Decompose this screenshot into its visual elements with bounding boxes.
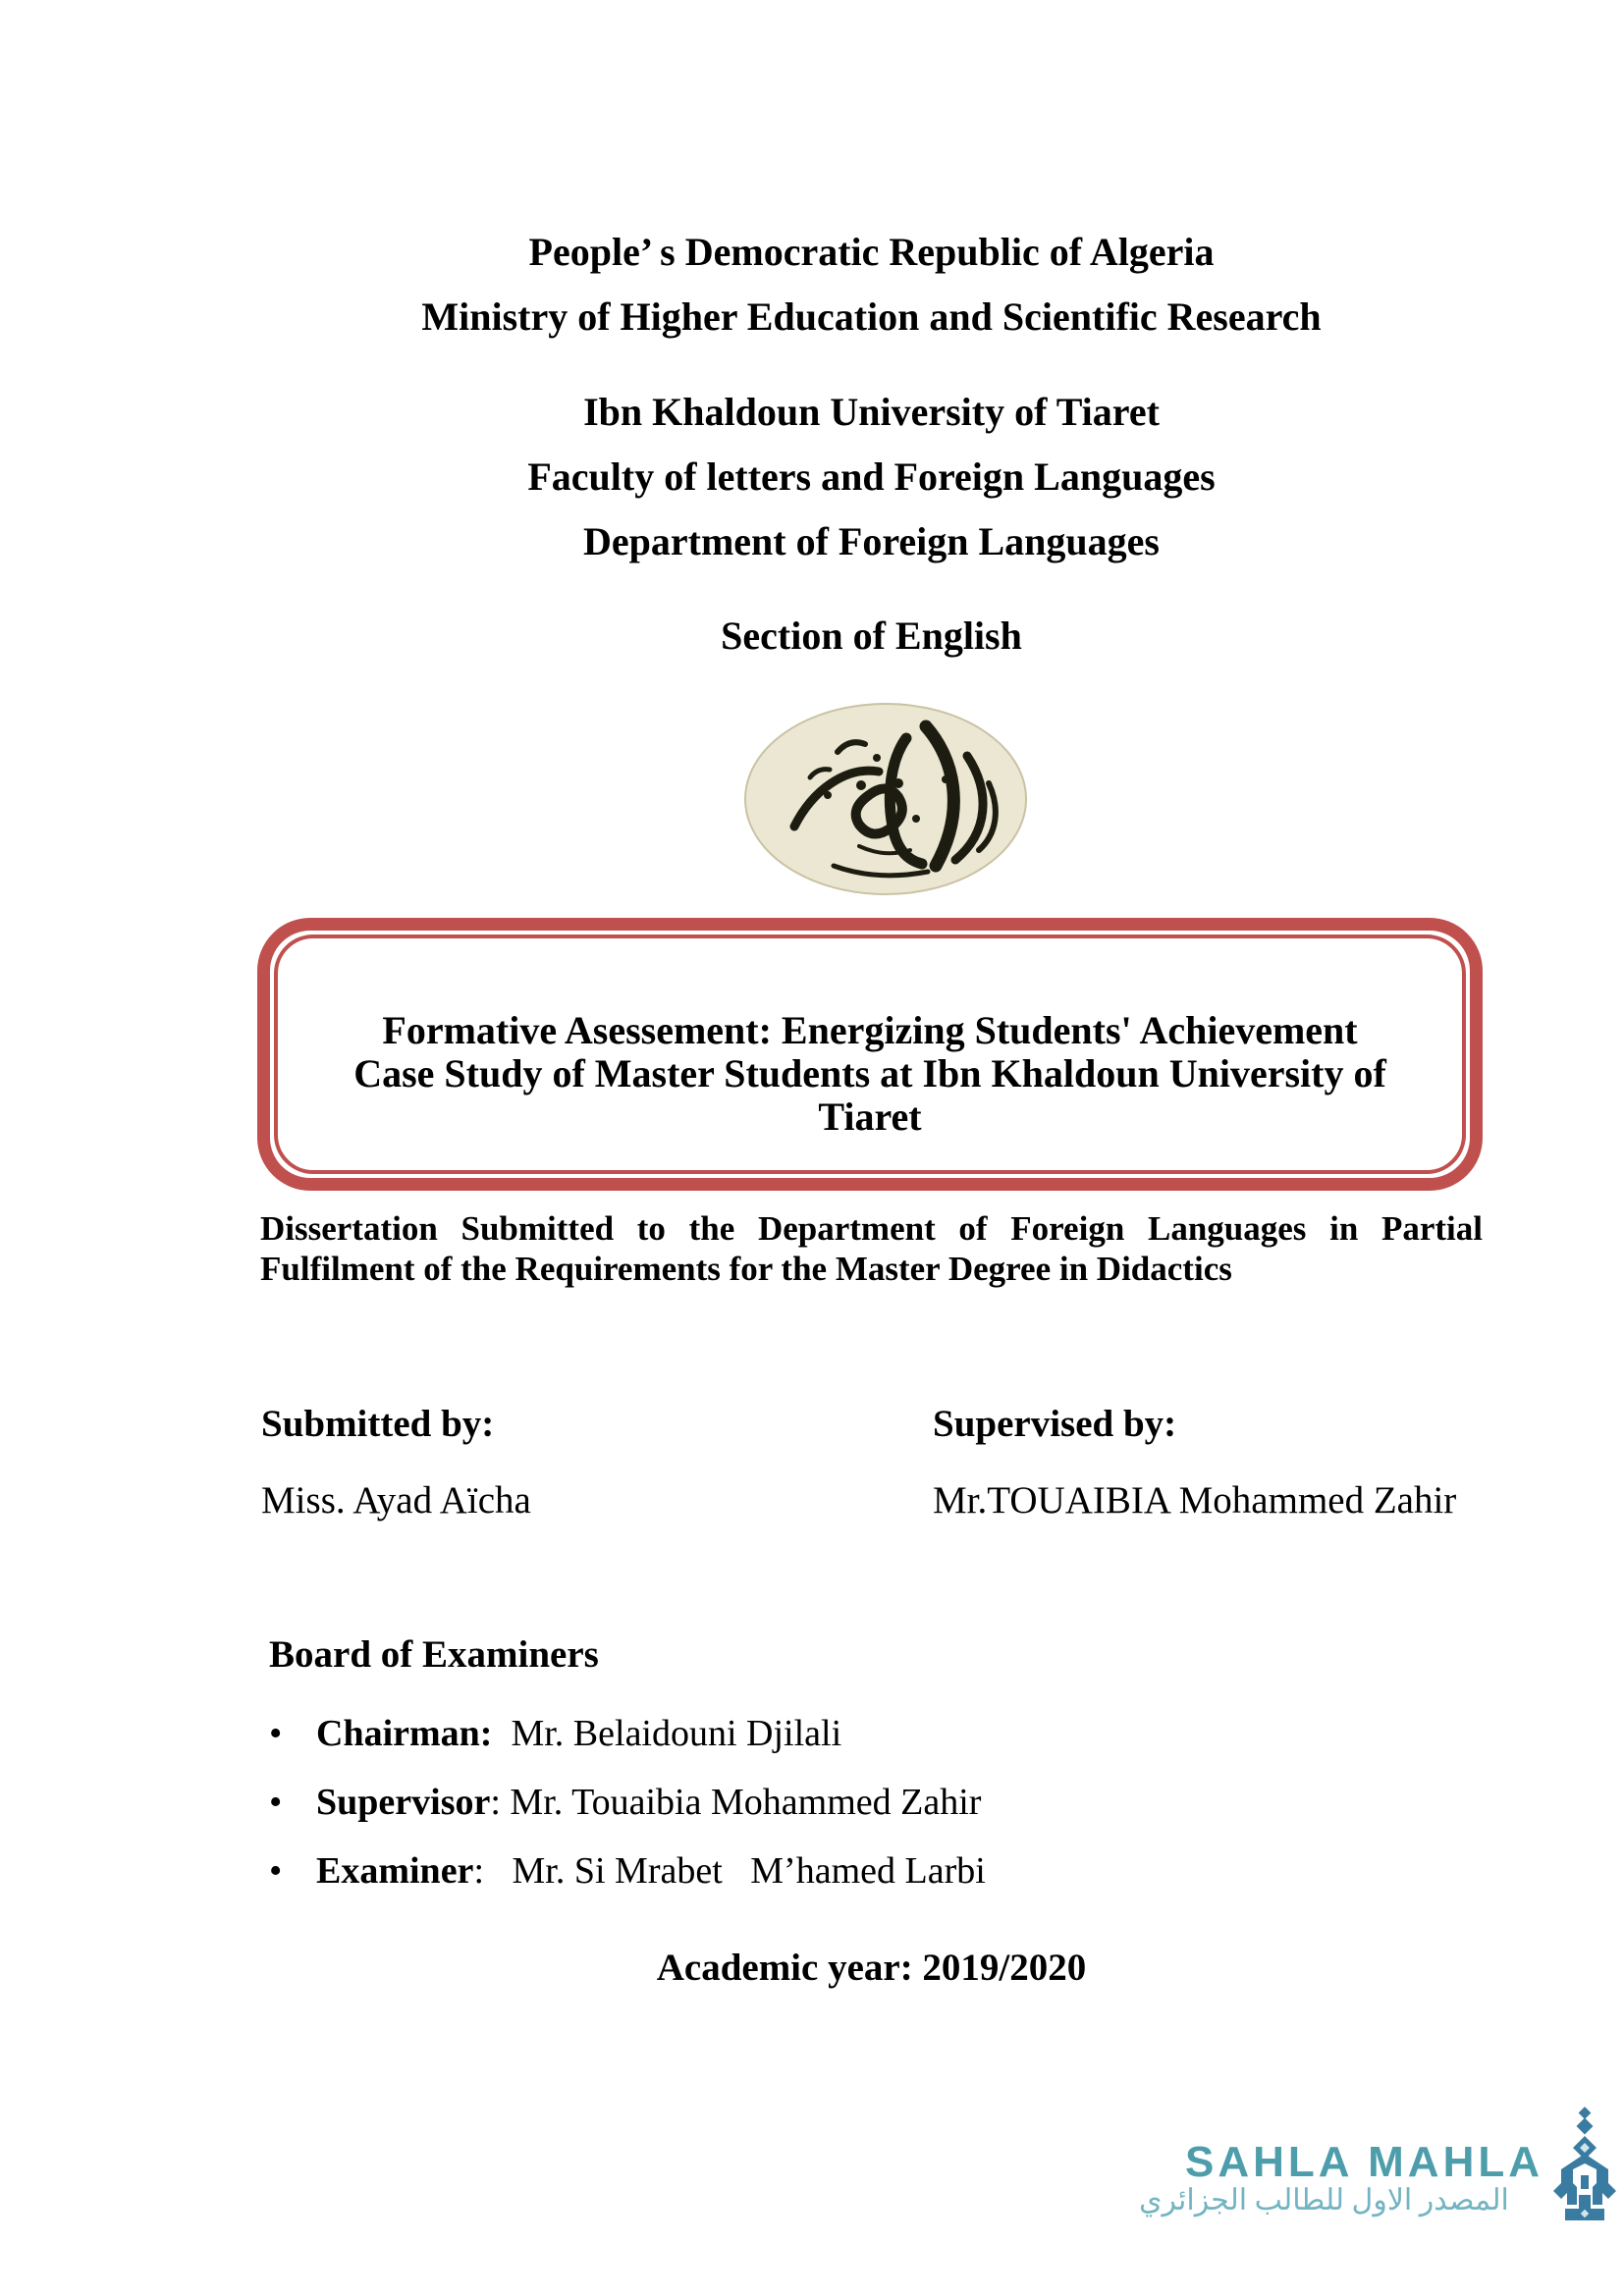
submitted-by-name: Miss. Ayad Aïcha <box>261 1479 531 1522</box>
board-member-name: : Mr. Si Mrabet M’hamed Larbi <box>473 1850 986 1892</box>
supervised-by-name: Mr.TOUAIBIA Mohammed Zahir <box>933 1479 1457 1522</box>
board-member-chairman <box>269 1713 1349 1754</box>
board-member-role: Examiner <box>316 1850 474 1892</box>
board-member-examiner <box>269 1850 1349 1892</box>
board-member-name: Mr. Belaidouni Djilali <box>492 1713 842 1754</box>
academic-year: Academic year: 2019/2020 <box>656 1947 1087 1989</box>
title-frame <box>257 918 1483 1191</box>
university-line: Ibn Khaldoun University of Tiaret <box>583 390 1160 434</box>
header-university-block <box>201 380 1542 574</box>
title-frame-inner <box>274 934 1466 1174</box>
section-line: Section of English <box>721 614 1022 658</box>
department-line: Department of Foreign Languages <box>583 519 1160 563</box>
bullet-icon: • <box>269 1713 283 1754</box>
sahla-mahla-wordmark: SAHLA MAHLA <box>1185 2138 1543 2186</box>
header-republic-ministry <box>201 220 1542 349</box>
thesis-title-line1: Formative Asessement: Energizing Students' Achievement <box>382 1008 1358 1052</box>
bullet-icon: • <box>269 1850 283 1892</box>
sahla-mahla-logo-icon <box>1547 2107 1622 2228</box>
submitted-by-label: Submitted by: <box>261 1403 495 1445</box>
supervised-by-label: Supervised by: <box>933 1403 1177 1445</box>
supervised-by-block <box>933 1402 1456 1523</box>
board-member-role: Chairman: <box>316 1713 493 1754</box>
ministry-line: Ministry of Higher Education and Scientific Research <box>421 294 1322 339</box>
country-line: People’ s Democratic Republic of Algeria <box>528 230 1215 274</box>
board-member-supervisor <box>269 1782 1349 1823</box>
sahla-mahla-arabic-tagline: المصدر الاول للطالب الجزائري <box>1139 2184 1509 2216</box>
university-seal-icon <box>743 701 1028 897</box>
dissertation-note <box>260 1208 1483 1289</box>
dissertation-note-line1: Dissertation Submitted to the Department of Foreign Languages in Partial <box>260 1209 1483 1248</box>
bullet-icon: • <box>269 1782 283 1823</box>
board-of-examiners-heading: Board of Examiners <box>269 1633 599 1676</box>
board-member-role: Supervisor <box>316 1782 491 1823</box>
faculty-line: Faculty of letters and Foreign Languages <box>527 454 1216 499</box>
submitted-by-block <box>261 1402 531 1523</box>
thesis-title-line3: Tiaret <box>818 1095 922 1139</box>
thesis-title-line2: Case Study of Master Students at Ibn Khaldoun University of <box>353 1051 1386 1095</box>
board-of-examiners-list <box>269 1713 1349 1919</box>
dissertation-note-line2: Fulfilment of the Requirements for the Master Degree in Didactics <box>260 1250 1232 1288</box>
thesis-title <box>353 1009 1386 1139</box>
board-member-name: : Mr. Touaibia Mohammed Zahir <box>490 1782 982 1823</box>
